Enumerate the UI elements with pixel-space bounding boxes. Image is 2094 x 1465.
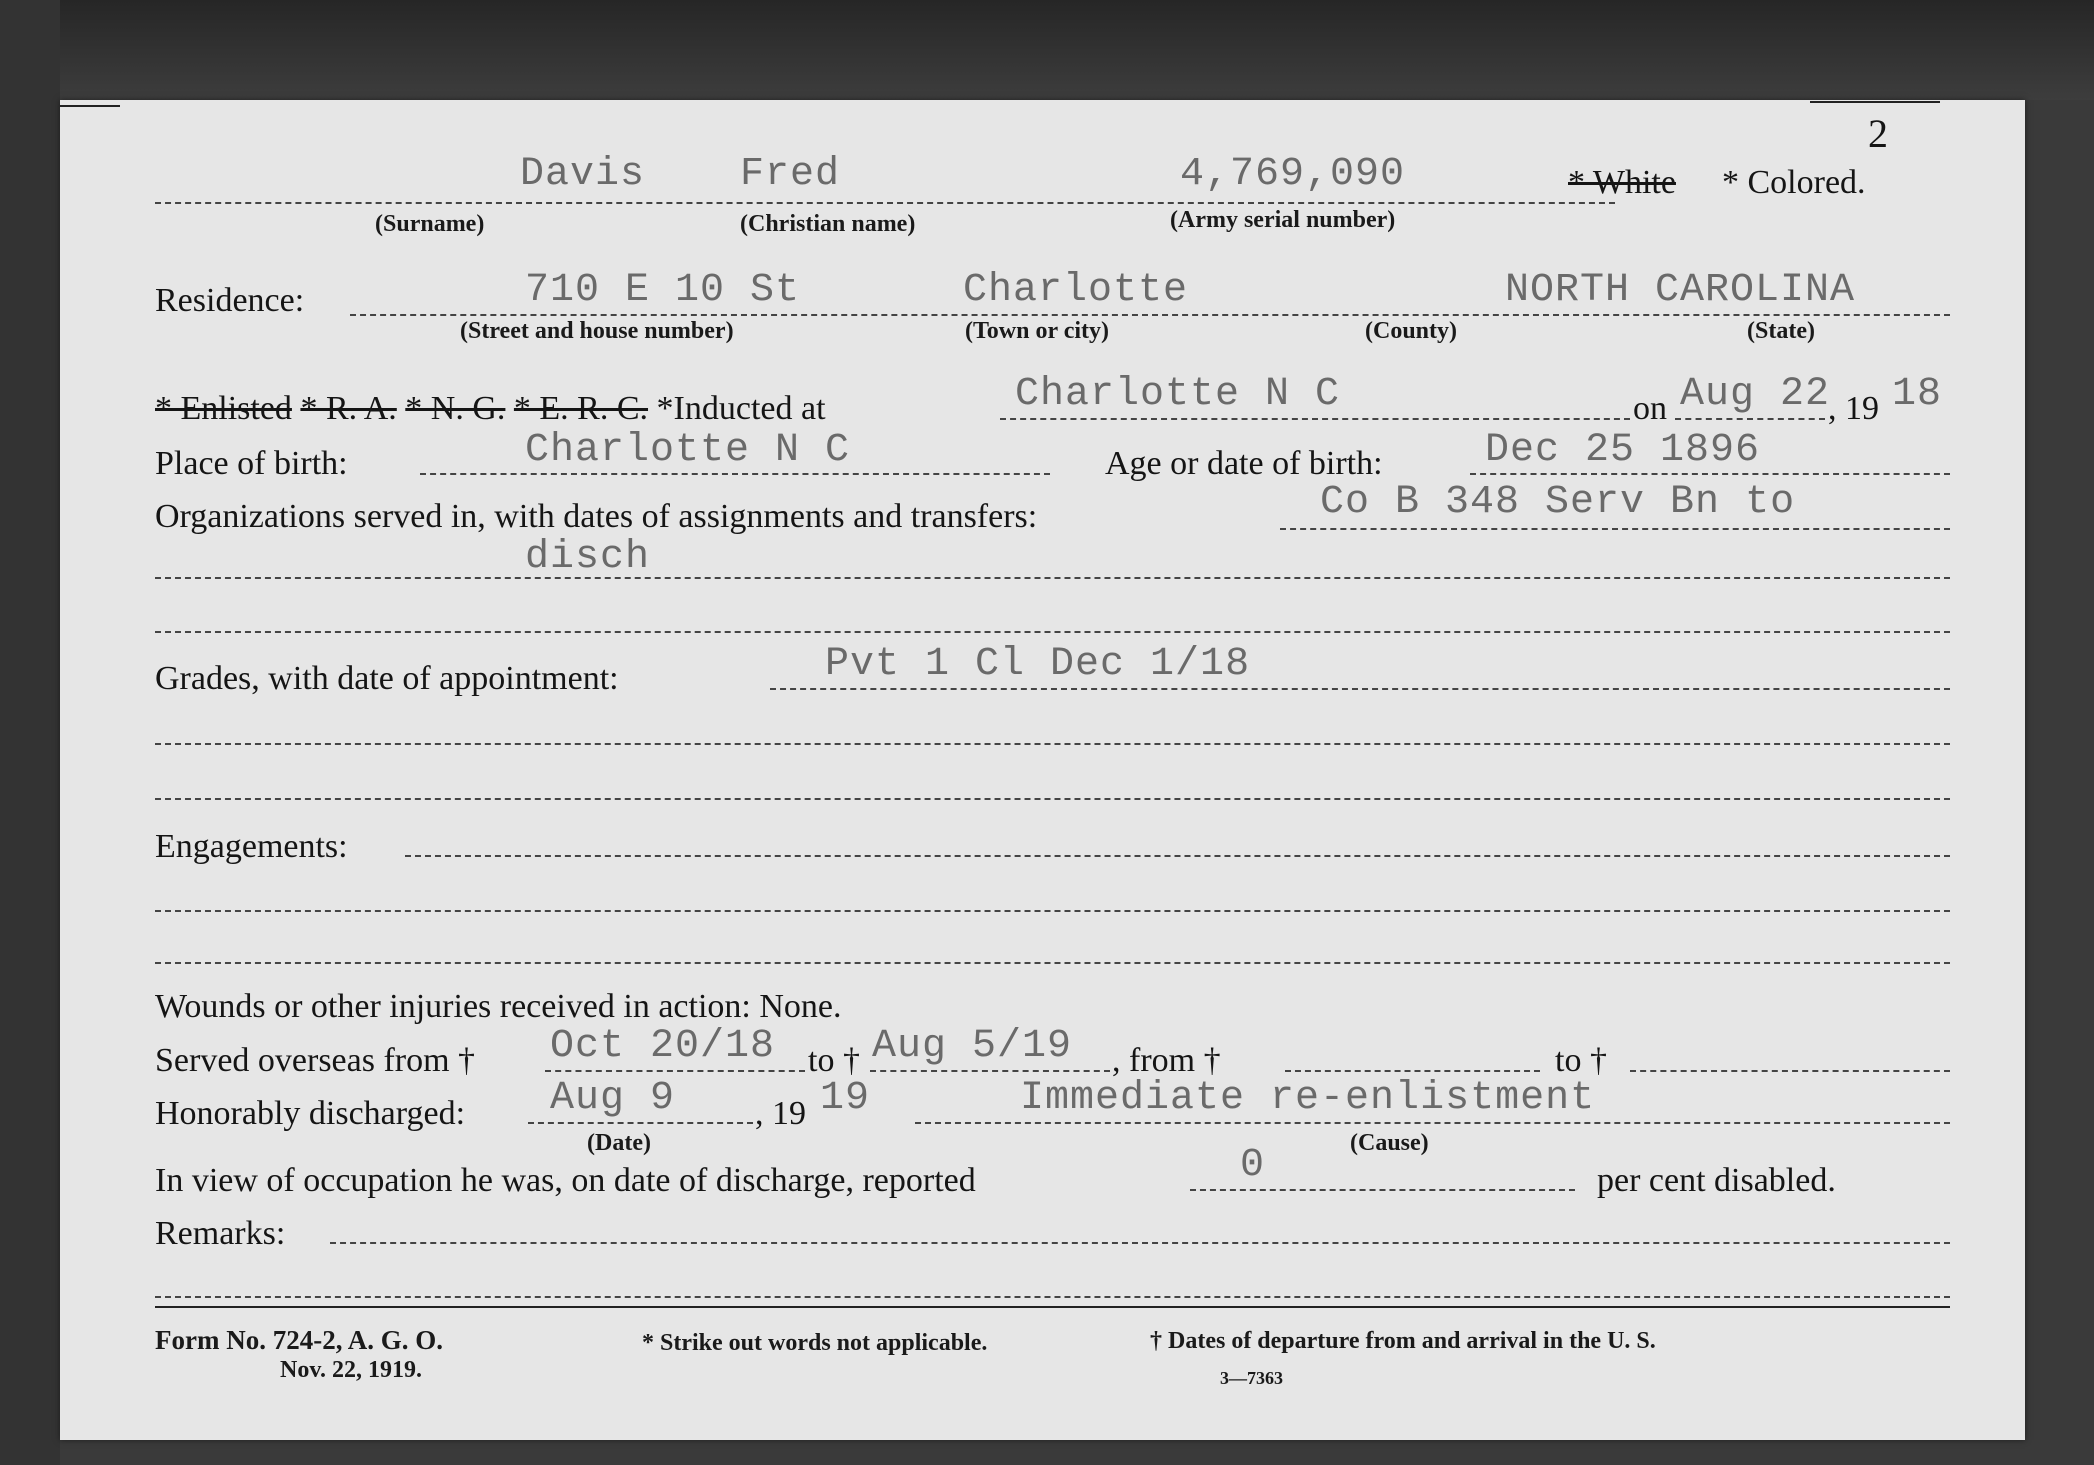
remarks-label: Remarks: bbox=[155, 1215, 286, 1252]
disability-line bbox=[1190, 1189, 1575, 1191]
residence-street-value: 710 E 10 St bbox=[525, 268, 801, 313]
grades-line-1 bbox=[770, 688, 1950, 690]
residence-state-value: NORTH CAROLINA bbox=[1505, 268, 1856, 313]
service-record-card bbox=[60, 100, 2025, 1440]
erc-option: * E. R. C. bbox=[513, 390, 649, 427]
engagements-line-2 bbox=[155, 910, 1950, 912]
ng-option: * N. G. bbox=[405, 390, 506, 427]
overseas-from2-label: , from † bbox=[1112, 1042, 1221, 1079]
surname-caption: (Surname) bbox=[375, 211, 485, 237]
organizations-line-1 bbox=[1280, 528, 1950, 530]
inducted-at-value: Charlotte N C bbox=[1015, 372, 1341, 417]
discharge-year-suffix: 19 bbox=[820, 1076, 871, 1121]
overseas-from-value: Oct 20/18 bbox=[550, 1024, 776, 1069]
dates-note: † Dates of departure from and arrival in the U. S. bbox=[1150, 1328, 1656, 1354]
grades-value: Pvt 1 Cl Dec 1/18 bbox=[825, 642, 1251, 687]
disability-label: In view of occupation he was, on date of discharge, reported bbox=[155, 1162, 976, 1199]
grades-label: Grades, with date of appointment: bbox=[155, 660, 619, 697]
street-caption: (Street and house number) bbox=[460, 318, 734, 344]
engagements-line-1 bbox=[405, 855, 1950, 857]
overseas-to-value: Aug 5/19 bbox=[872, 1024, 1073, 1069]
overseas-to-label: to † bbox=[808, 1042, 860, 1079]
overseas-to-line bbox=[870, 1070, 1110, 1072]
discharge-date-value: Aug 9 bbox=[550, 1076, 676, 1121]
enlisted-option: * Enlisted bbox=[155, 390, 292, 427]
organizations-value-1: Co B 348 Serv Bn to bbox=[1320, 480, 1796, 525]
inducted-date-value: Aug 22 bbox=[1680, 372, 1831, 417]
residence-town-value: Charlotte bbox=[963, 268, 1189, 313]
discharge-year-prefix: , 19 bbox=[755, 1095, 806, 1132]
discharge-cause-caption: (Cause) bbox=[1350, 1130, 1429, 1156]
colored-option: * Colored. bbox=[1722, 164, 1866, 201]
ra-option: * R. A. bbox=[300, 390, 397, 427]
disability-suffix: per cent disabled. bbox=[1597, 1162, 1836, 1199]
overseas-from2-line bbox=[1285, 1070, 1540, 1072]
town-caption: (Town or city) bbox=[965, 318, 1109, 344]
place-of-birth-value: Charlotte N C bbox=[525, 428, 851, 473]
page-number: 2 bbox=[1868, 111, 1888, 156]
engagements-label: Engagements: bbox=[155, 828, 348, 865]
organizations-value-2: disch bbox=[525, 535, 651, 580]
remarks-line-1 bbox=[330, 1242, 1950, 1244]
discharge-date-caption: (Date) bbox=[587, 1130, 651, 1156]
disability-value: 0 bbox=[1240, 1143, 1266, 1188]
county-caption: (County) bbox=[1365, 318, 1458, 344]
grades-line-2 bbox=[155, 743, 1950, 745]
footer-rule bbox=[155, 1306, 1950, 1308]
residence-line bbox=[350, 314, 1950, 316]
organizations-label: Organizations served in, with dates of assignments and transfers: bbox=[155, 498, 1038, 535]
discharge-date-line bbox=[528, 1122, 753, 1124]
enlistment-row bbox=[155, 390, 826, 428]
inducted-label: *Inducted at bbox=[656, 390, 826, 427]
place-of-birth-line bbox=[420, 473, 1050, 475]
on-label: on bbox=[1633, 390, 1667, 427]
white-option: * White bbox=[1568, 164, 1676, 201]
residence-label: Residence: bbox=[155, 282, 305, 319]
strike-note: * Strike out words not applicable. bbox=[642, 1330, 988, 1356]
date-of-birth-label: Age or date of birth: bbox=[1105, 445, 1383, 482]
inducted-at-line bbox=[1000, 418, 1630, 420]
form-number: Form No. 724-2, A. G. O. bbox=[155, 1325, 443, 1355]
place-of-birth-label: Place of birth: bbox=[155, 445, 348, 482]
overseas-from-line bbox=[545, 1070, 805, 1072]
overseas-to2-line bbox=[1630, 1070, 1950, 1072]
name-line bbox=[155, 202, 1615, 204]
organizations-line-2 bbox=[155, 577, 1950, 579]
print-code: 3—7363 bbox=[1220, 1368, 1283, 1388]
top-right-rule bbox=[1810, 101, 1940, 103]
date-of-birth-line bbox=[1470, 473, 1950, 475]
christian-name-caption: (Christian name) bbox=[740, 211, 916, 237]
serial-number-caption: (Army serial number) bbox=[1170, 207, 1396, 233]
organizations-line-3 bbox=[155, 631, 1950, 633]
overseas-to2-label: to † bbox=[1555, 1042, 1607, 1079]
surname-value: Davis bbox=[520, 152, 646, 197]
discharge-cause-line bbox=[915, 1122, 1950, 1124]
discharged-label: Honorably discharged: bbox=[155, 1095, 466, 1132]
top-left-rule bbox=[60, 105, 120, 107]
inducted-date-line bbox=[1675, 418, 1825, 420]
form-date: Nov. 22, 1919. bbox=[280, 1357, 423, 1383]
inducted-year-prefix: , 19 bbox=[1828, 390, 1879, 427]
serial-number-value: 4,769,090 bbox=[1180, 152, 1406, 197]
wounds-text: Wounds or other injuries received in action: None. bbox=[155, 988, 842, 1025]
engagements-line-3 bbox=[155, 962, 1950, 964]
scan-backdrop-left bbox=[0, 0, 60, 1465]
discharge-cause-value: Immediate re-enlistment bbox=[1020, 1076, 1596, 1121]
inducted-year-suffix: 18 bbox=[1892, 372, 1943, 417]
state-caption: (State) bbox=[1747, 318, 1815, 344]
remarks-line-2 bbox=[155, 1296, 1950, 1298]
scan-backdrop-top bbox=[0, 0, 2094, 100]
christian-name-value: Fred bbox=[740, 152, 841, 197]
date-of-birth-value: Dec 25 1896 bbox=[1485, 428, 1761, 473]
overseas-from-label: Served overseas from † bbox=[155, 1042, 476, 1079]
grades-line-3 bbox=[155, 798, 1950, 800]
